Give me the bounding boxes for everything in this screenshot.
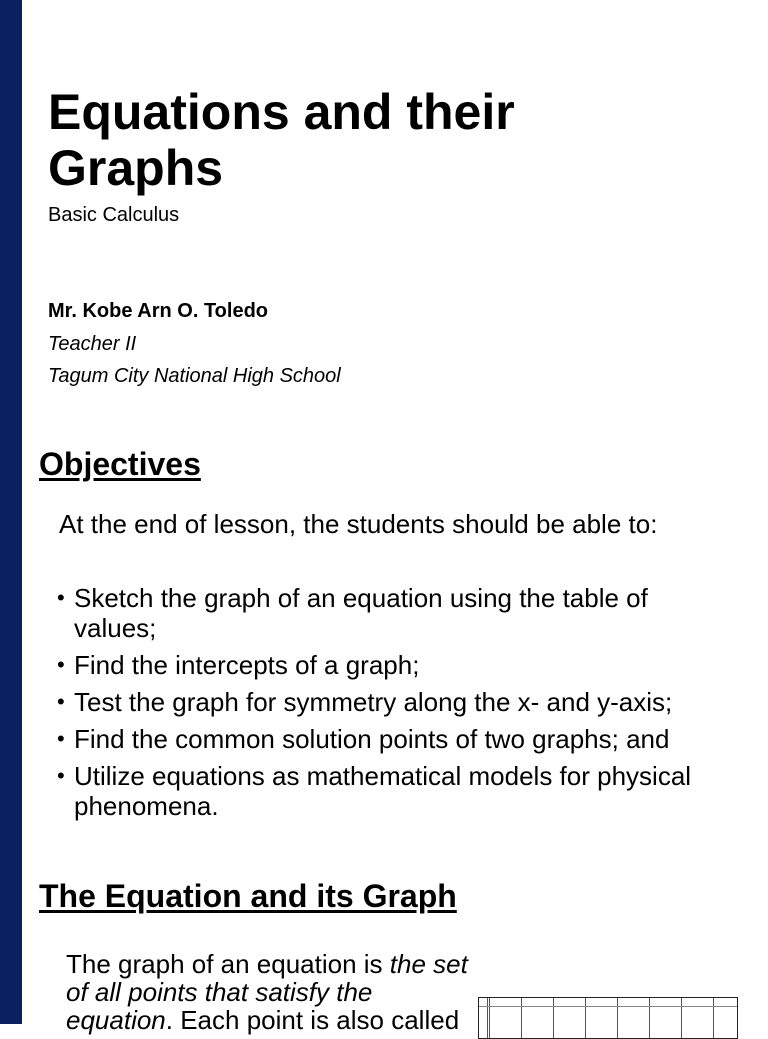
author-role: Teacher II — [48, 333, 137, 355]
objective-item — [57, 687, 737, 717]
graph-grid-image — [478, 997, 738, 1039]
author-school: Tagum City National High School — [48, 365, 341, 387]
objective-text: Find the intercepts of a graph; — [74, 650, 420, 680]
objective-item — [57, 724, 737, 754]
definition-emphasis: the set of all points that satisfy the equation — [66, 949, 468, 1035]
author-name: Mr. Kobe Arn O. Toledo — [48, 300, 268, 322]
bullet-icon: • — [57, 726, 65, 751]
document-title: Equations and their Graphs — [48, 84, 515, 196]
objective-item — [57, 761, 737, 821]
graph-definition-paragraph — [66, 950, 486, 1034]
objectives-heading: Objectives — [39, 446, 201, 482]
bullet-icon: • — [57, 585, 65, 610]
objective-item — [57, 650, 737, 680]
objective-item — [57, 583, 737, 643]
definition-text-start: The graph of an equation is — [66, 949, 390, 979]
side-accent-bar — [0, 0, 22, 1024]
bullet-icon: • — [57, 763, 65, 788]
objective-text: Test the graph for symmetry along the x- and y-axis; — [74, 687, 673, 717]
document-subtitle: Basic Calculus — [48, 204, 180, 226]
definition-text-end: . Each point is also called — [165, 1005, 460, 1035]
bullet-icon: • — [57, 689, 65, 714]
equation-section-heading: The Equation and its Graph — [39, 878, 457, 914]
objectives-list — [57, 583, 737, 828]
objective-text: Utilize equations as mathematical models for physical phenomena. — [74, 761, 692, 821]
bullet-icon: • — [57, 652, 65, 677]
objectives-intro: At the end of lesson, the students should be able to: — [59, 509, 658, 539]
objective-text: Sketch the graph of an equation using the table of values; — [74, 583, 648, 643]
objective-text: Find the common solution points of two graphs; and — [74, 724, 670, 754]
